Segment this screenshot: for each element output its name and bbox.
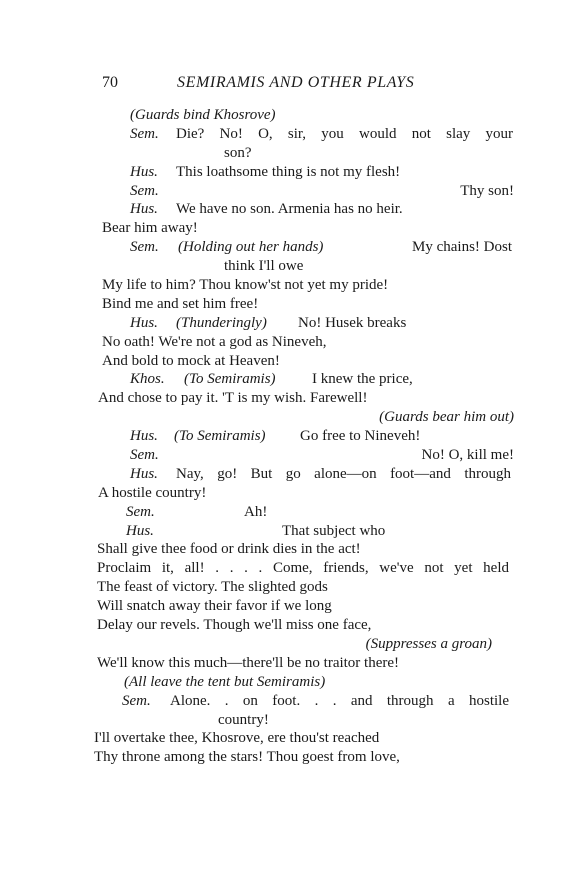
text-line [0,182,568,201]
text-line [0,408,568,427]
speaker: Sem. [130,447,159,464]
text-line [0,427,568,446]
text-line [0,314,568,333]
text-line [0,578,568,597]
speaker: Khos. [130,371,165,388]
dialogue-text: Shall give thee food or drink dies in the act! [97,541,361,558]
dialogue-text: Will snatch away their favor if we long [97,598,332,615]
dialogue-text: And bold to mock at Heaven! [102,352,280,369]
speaker: Hus. [126,522,154,539]
dialogue-text: A hostile country! [98,484,207,501]
speaker: Hus. [130,428,158,445]
dialogue-text: And chose to pay it. 'T is my wish. Farewell! [98,390,368,407]
dialogue-text: I knew the price, [312,371,413,388]
stage-direction: (To Semiramis) [174,428,266,445]
dialogue-text: No! Husek breaks [298,314,407,331]
speaker: Hus. [130,201,158,218]
dialogue-text: son? [224,144,252,161]
text-line [0,748,568,767]
text-line [0,333,568,352]
text-line [0,465,568,484]
dialogue-text: think I'll owe [224,258,304,275]
page-header [102,74,502,94]
dialogue-text: Die? No! O, sir, you would not slay your [176,125,513,142]
text-line [0,673,568,692]
stage-direction: (All leave the tent but Semiramis) [124,673,326,690]
dialogue-text: No! O, kill me! [421,447,514,464]
text-line [0,597,568,616]
dialogue-text: Bind me and set him free! [102,295,259,312]
stage-direction: (Guards bear him out) [379,409,514,426]
dialogue-text: Nay, go! But go alone—on foot—and through [176,465,511,482]
dialogue-text: Alone. . on foot. . . and through a hostile [170,692,509,709]
speaker: Hus. [130,465,158,482]
dialogue-text: No oath! We're not a god as Nineveh, [102,333,327,350]
text-line [0,389,568,408]
dialogue-text: country! [218,711,269,728]
speaker: Hus. [130,314,158,331]
speaker: Sem. [130,239,159,256]
text-line [0,484,568,503]
text-line [0,654,568,673]
speaker: Sem. [130,182,159,199]
dialogue-text: Bear him away! [102,220,198,237]
dialogue-text: Thy son! [460,182,514,199]
text-line [0,238,568,257]
text-line [0,125,568,144]
text-line [0,106,568,125]
play-text [0,106,568,767]
text-line [0,219,568,238]
stage-direction: (To Semiramis) [184,371,276,388]
dialogue-text: Go free to Nineveh! [300,428,421,445]
text-line [0,635,568,654]
dialogue-text: We have no son. Armenia has no heir. [176,201,403,218]
page-number: 70 [102,74,118,91]
dialogue-text: My life to him? Thou know'st not yet my pride! [102,277,389,294]
text-line [0,144,568,163]
text-line [0,370,568,389]
stage-direction: (Suppresses a groan) [365,635,492,652]
running-title: SEMIRAMIS AND OTHER PLAYS [177,74,415,91]
dialogue-text: Delay our revels. Though we'll miss one face, [97,617,372,634]
speaker: Hus. [130,163,158,180]
dialogue-text: My chains! Dost [412,239,512,256]
text-line [0,163,568,182]
text-line [0,729,568,748]
text-line [0,711,568,730]
text-line [0,200,568,219]
dialogue-text: I'll overtake thee, Khosrove, ere thou'st reached [94,730,380,747]
dialogue-text: Ah! [244,503,268,520]
speaker: Sem. [126,503,155,520]
text-line [0,446,568,465]
speaker: Sem. [122,692,151,709]
text-line [0,692,568,711]
dialogue-text: The feast of victory. The slighted gods [97,579,328,596]
stage-direction: (Guards bind Khosrove) [130,107,276,123]
text-line [0,295,568,314]
text-line [0,352,568,371]
dialogue-text: Thy throne among the stars! Thou goest from love, [94,749,400,766]
text-line [0,540,568,559]
stage-direction: (Holding out her hands) [178,239,324,256]
text-line [0,257,568,276]
text-line [0,276,568,295]
text-line [0,522,568,541]
dialogue-text: This loathsome thing is not my flesh! [176,163,401,180]
text-line [0,503,568,522]
text-line [0,559,568,578]
dialogue-text: We'll know this much—there'll be no traitor there! [97,654,400,671]
speaker: Sem. [130,125,159,142]
dialogue-text: Proclaim it, all! . . . . Come, friends, we've not yet held [97,560,509,577]
text-line [0,616,568,635]
stage-direction: (Thunderingly) [176,314,267,331]
dialogue-text: That subject who [282,522,386,539]
